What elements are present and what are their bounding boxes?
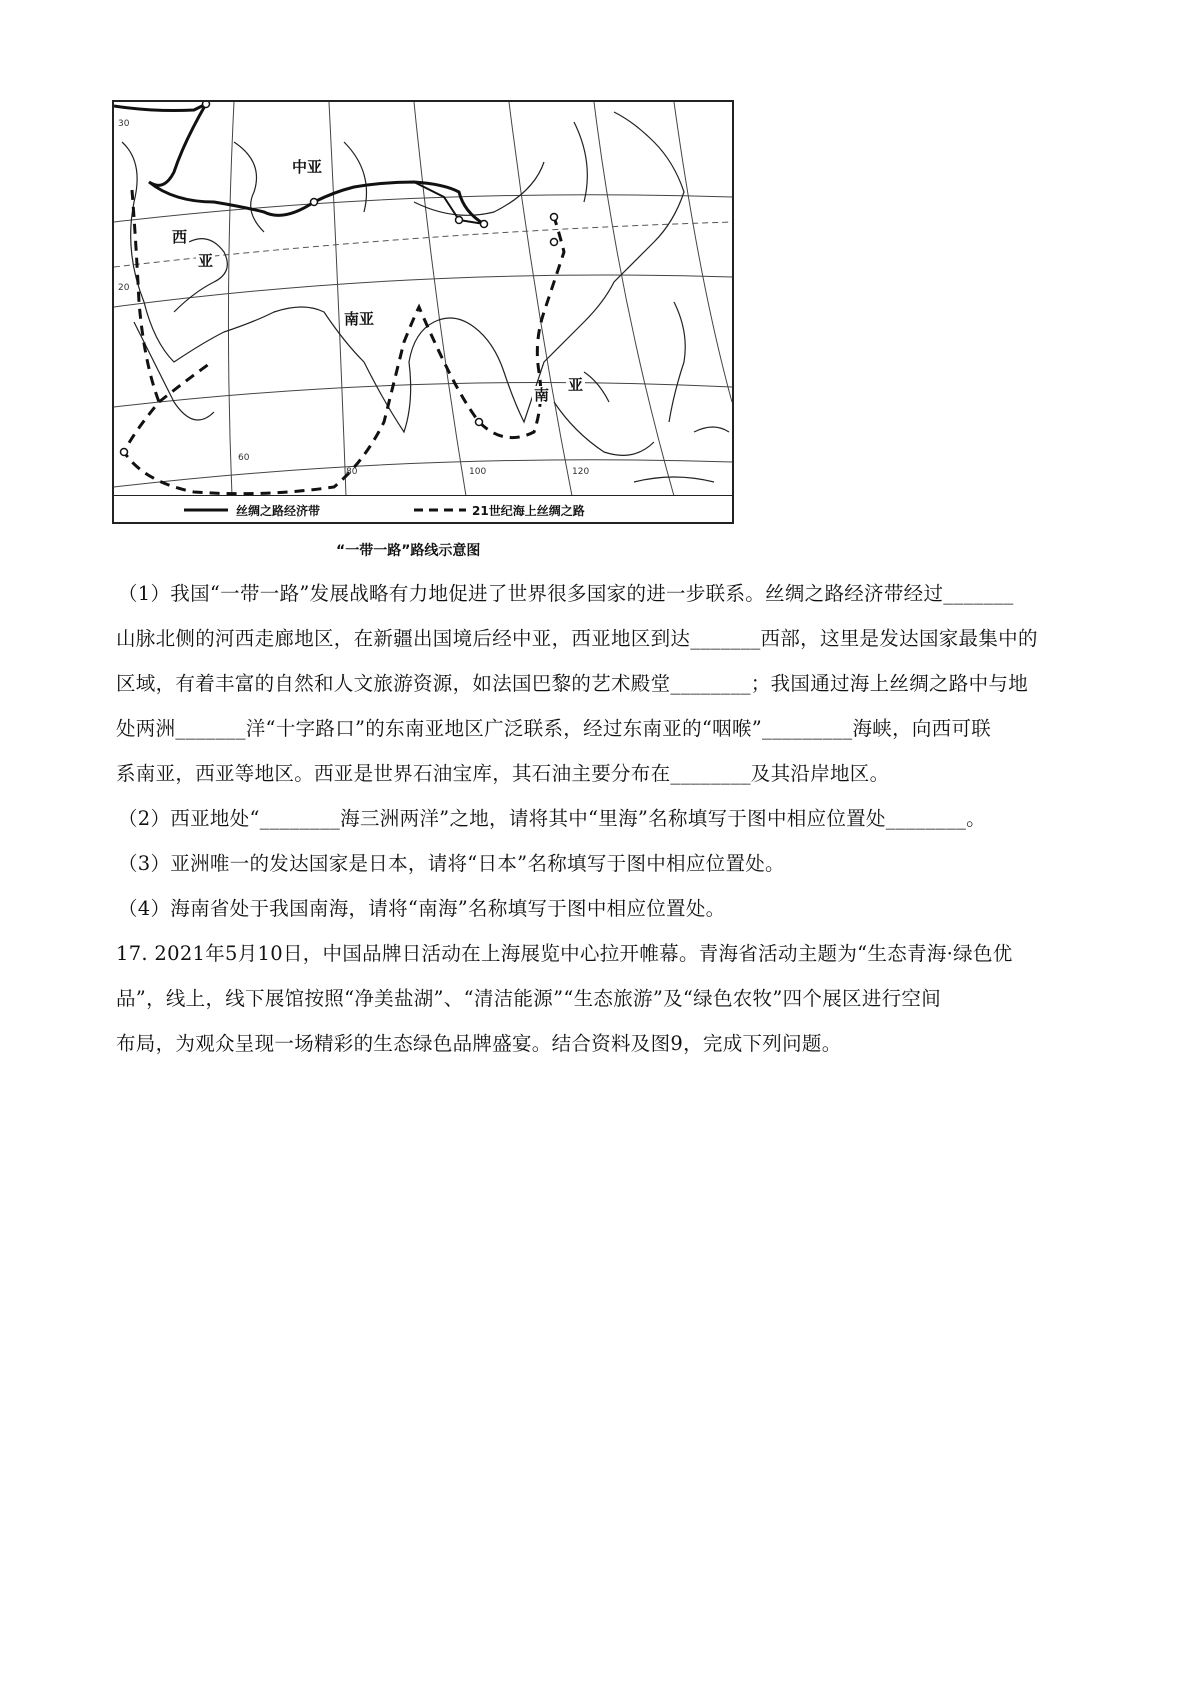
legend-silk-road-belt: 丝绸之路经济带 [236, 504, 321, 518]
label-central-asia: 中亚 [292, 158, 323, 176]
q17-line-2: 品”，线上，线下展馆按照“净美盐湖”、“清洁能源”“生态旅游”及“绿色农牧”四个展区进行空间 [116, 987, 942, 1010]
lon-120-label: 120 [572, 467, 590, 477]
legend-maritime-silk-road: 21世纪海上丝绸之路 [472, 504, 585, 518]
q17-line-1: 17. 2021年5月10日，中国品牌日活动在上海展览中心拉开帷幕。青海省活动主题为“生态青海·绿色优 [116, 942, 1013, 965]
q17-line-3: 布局，为观众呈现一场精彩的生态绿色品牌盛宴。结合资料及图9，完成下列问题。 [116, 1032, 842, 1055]
map-graphic [114, 102, 732, 496]
label-southeast-asia-1: 南 [534, 386, 550, 404]
silk-road-map [112, 100, 734, 524]
lat-30-label: 30 [118, 119, 130, 129]
q1-line-4: 处两洲_______洋“十字路口”的东南亚地区广泛联系，经过东南亚的“咽喉”_________海峡，向西可联 [116, 717, 992, 740]
graticule [114, 102, 732, 496]
legend-dashed-swatch [414, 508, 466, 512]
coastlines [122, 112, 729, 482]
legend-solid-swatch [184, 508, 228, 512]
label-west-asia-2: 亚 [198, 252, 214, 270]
lat-20-label: 20 [118, 283, 130, 293]
label-south-asia: 南亚 [344, 310, 375, 328]
lon-60-label: 60 [238, 453, 250, 463]
q1-line-1: （1）我国“一带一路”发展战略有力地促进了世界很多国家的进一步联系。丝绸之路经济带经过_______ [118, 582, 1014, 605]
q1-line-5: 系南亚，西亚等地区。西亚是世界石油宝库，其石油主要分布在________及其沿岸地区。 [116, 762, 890, 785]
map-legend [114, 495, 732, 522]
q1-line-2: 山脉北侧的河西走廊地区，在新疆出国境后经中亚，西亚地区到达_______西部，这里是发达国家最集中的 [116, 627, 1038, 650]
q4-line: （4）海南省处于我国南海，请将“南海”名称填写于图中相应位置处。 [118, 897, 726, 920]
label-west-asia-1: 西 [172, 228, 188, 246]
label-southeast-asia-2: 亚 [568, 376, 584, 394]
q2-line: （2）西亚地处“________海三洲两洋”之地，请将其中“里海”名称填写于图中相应位置处________。 [118, 807, 986, 830]
lon-100-label: 100 [469, 467, 487, 477]
lon-80-label: 80 [346, 467, 358, 477]
q1-line-3: 区域，有着丰富的自然和人文旅游资源，如法国巴黎的艺术殿堂________；我国通过海上丝绸之路中与地 [116, 672, 1028, 695]
q3-line: （3）亚洲唯一的发达国家是日本，请将“日本”名称填写于图中相应位置处。 [118, 852, 785, 875]
map-caption: “一带一路”路线示意图 [336, 543, 481, 559]
